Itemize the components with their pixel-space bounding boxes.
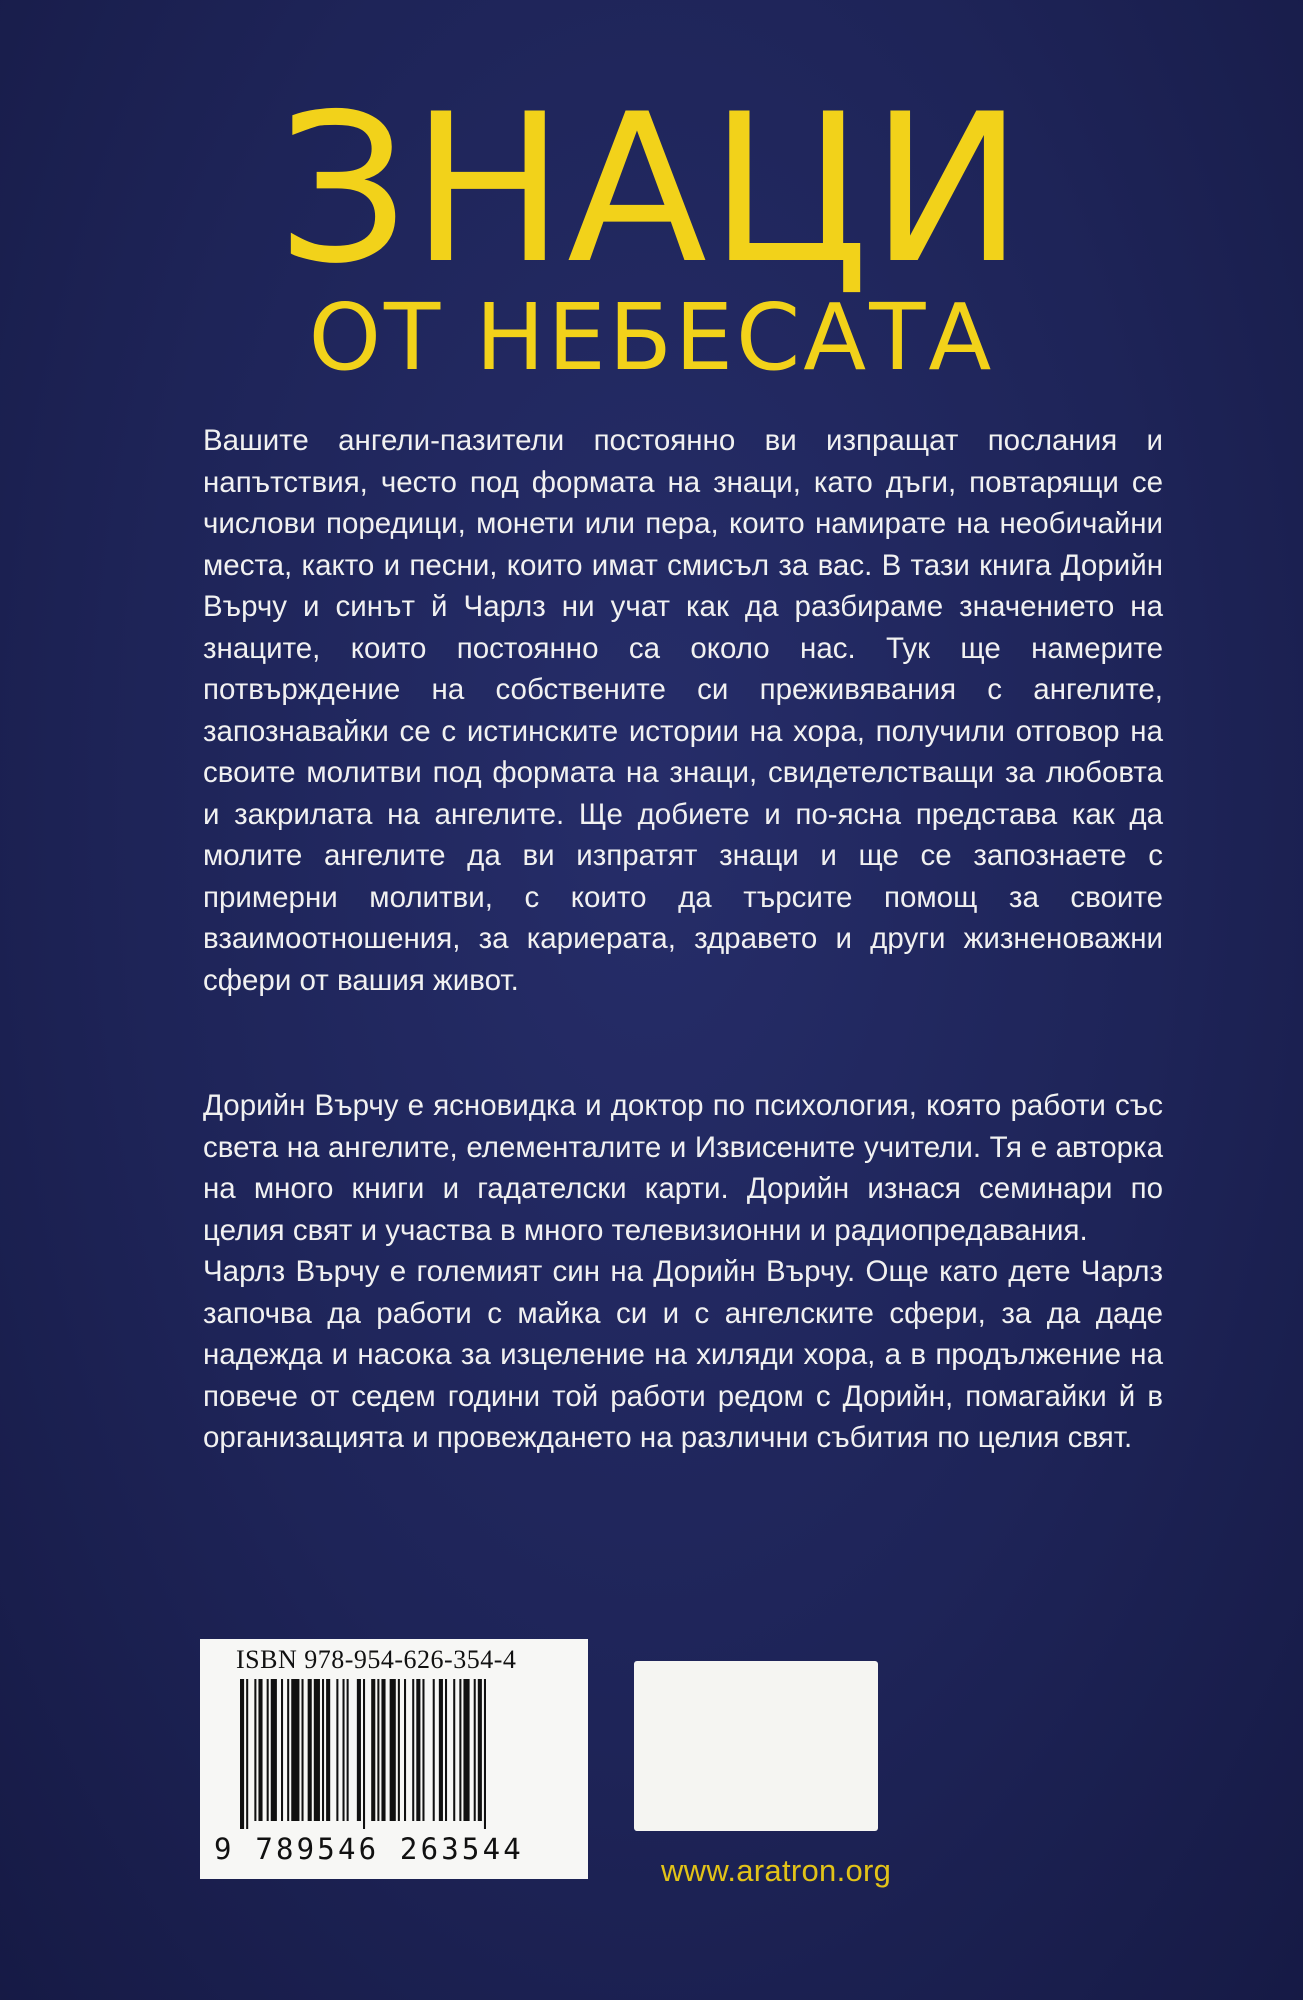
barcode-bar	[416, 1679, 420, 1821]
barcode-bar	[453, 1679, 455, 1821]
barcode-bar	[357, 1679, 361, 1821]
barcode-bar	[445, 1679, 447, 1821]
book-description: Вашите ангели-пазители постоянно ви изпращат послания и напътствия, често под формата на знаци, като дъги, повтарящи се числови поредици, монети или пера, които намирате на необичайни места, както и песни, които имат смисъл за вас. В тази книга Дорийн Върчу и синът й Чарлз ни учат как да разбираме значението на знаците, които постоянно са около нас. Тук ще намерите потвърждение на собствените си преживявания с ангелите, запознавайки се с истинските истории на хора, получили отговор на своите молитви под формата на знаци, свидетелстващи за любовта и закрилата на ангелите. Ще добиете и по-ясна представа как да молите ангелите да ви изпратят знаци и ще се запознаете с примерни молитви, с които да търсите помощ за своите взаимоотношения, за кариерата, здравето и други жизненоважни сфери от вашия живот.	[203, 424, 1163, 997]
barcode-bar	[422, 1679, 424, 1821]
barcode-bars	[240, 1679, 550, 1829]
barcode-bar	[412, 1679, 414, 1821]
barcode-bar	[381, 1679, 385, 1821]
publisher-website: www.aratron.org	[661, 1853, 892, 1888]
barcode-bar	[314, 1679, 320, 1821]
book-subtitle: ОТ НЕБЕСАТА	[308, 284, 995, 391]
barcode-bar	[439, 1679, 443, 1821]
author-bio-charles: Чарлз Върчу е големият син на Дорийн Върчу. Още като дете Чарлз започва да работи с майка си и с ангелските сфери, за да даде надежда и насока за изцеление на хиляди хора, а в продължение на повече от седем години той работи редом с Дорийн, помагайки й в организацията и провеждането на различни събития по целия свят.	[203, 1255, 1163, 1454]
barcode-bar	[347, 1679, 349, 1821]
price-sticker	[634, 1661, 878, 1831]
barcode-bar	[371, 1679, 375, 1821]
barcode-bar	[267, 1679, 269, 1821]
isbn-label: ISBN 978-954-626-354-4	[236, 1645, 517, 1674]
barcode-bar	[336, 1679, 338, 1821]
barcode-bar	[281, 1679, 283, 1821]
barcode-bar	[326, 1679, 330, 1821]
barcode-bar	[474, 1679, 476, 1821]
barcode-bar	[291, 1679, 299, 1821]
barcode-bar	[271, 1679, 277, 1821]
barcode-bar	[377, 1679, 379, 1821]
barcode-bar	[343, 1679, 345, 1821]
book-title: ЗНАЦИ	[277, 71, 1026, 309]
author-bios	[203, 1085, 1163, 1459]
barcode-bar	[363, 1679, 365, 1829]
author-bio-doreen: Дорийн Върчу е ясновидка и доктор по психология, която работи със света на ангелите, елементалите и Извисените учители. Тя е авторка на много книги и гадателски карти. Дорийн изнася семинари по целия свят и участва в много телевизионни и радиопредавания.	[203, 1089, 1163, 1247]
barcode-bar	[246, 1679, 248, 1829]
barcode-bar	[322, 1679, 324, 1821]
barcode-bar	[254, 1679, 256, 1821]
barcode-bar	[459, 1679, 461, 1821]
barcode-digits: 9 789546 263544	[214, 1832, 524, 1866]
barcode-bar	[398, 1679, 400, 1821]
isbn-barcode	[200, 1639, 588, 1879]
barcode-bar	[404, 1679, 406, 1821]
barcode-bar	[433, 1679, 435, 1821]
barcode-bar	[308, 1679, 312, 1821]
barcode-bar	[463, 1679, 469, 1821]
barcode-bar	[302, 1679, 304, 1821]
barcode-bar	[478, 1679, 482, 1821]
barcode-bar	[240, 1679, 244, 1829]
barcode-bar	[287, 1679, 289, 1821]
barcode-bar	[484, 1679, 486, 1829]
barcode-bar	[258, 1679, 262, 1821]
barcode-bar	[390, 1679, 396, 1821]
